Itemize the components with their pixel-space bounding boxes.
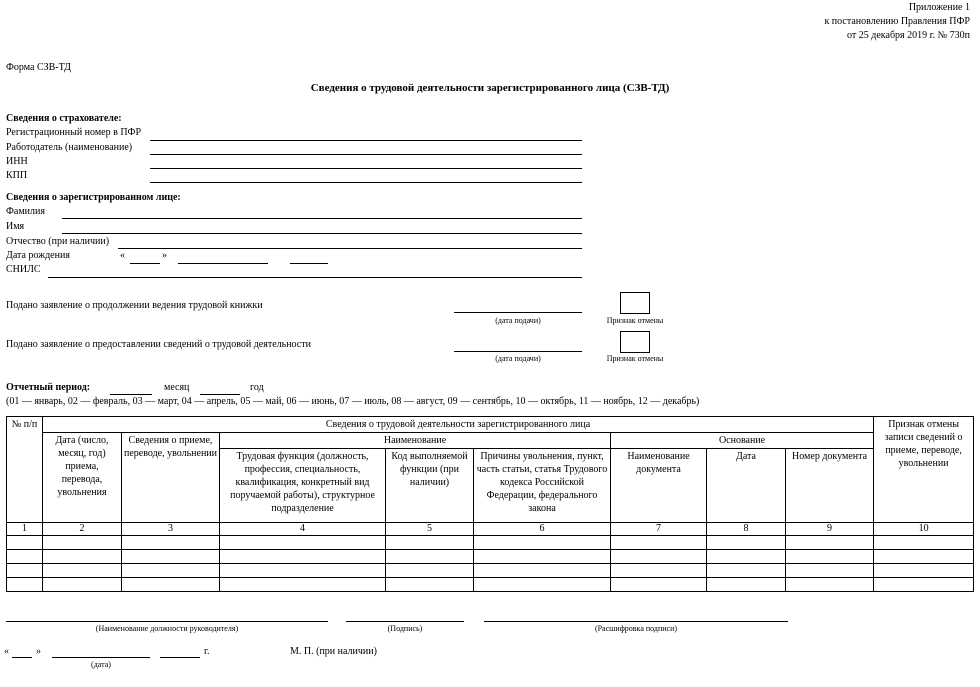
labor-activity-table [6,416,974,592]
continue-book-cancel-box[interactable] [620,292,650,314]
table-cell[interactable] [707,578,786,592]
header-doc-date: Дата [707,449,786,523]
footer-month-field[interactable] [52,657,150,658]
header-reason: Причины увольнения, пункт, часть статьи, статья Трудового кодекса Российской Федерации, федерального закона [474,449,611,523]
inn-field[interactable] [150,168,582,169]
snils-field[interactable] [48,277,582,278]
table-cell[interactable] [386,564,474,578]
footer-year-suffix: г. [204,646,210,657]
provide-info-cancel-box[interactable] [620,331,650,353]
period-year-label: год [250,382,264,393]
table-cell[interactable] [220,578,386,592]
column-number: 1 [7,523,43,536]
insurer-heading: Сведения о страхователе: [6,113,122,124]
table-cell[interactable] [43,564,122,578]
footer-day-field[interactable] [12,657,32,658]
column-number: 9 [786,523,874,536]
footer-date-caption: (дата) [91,660,111,669]
footer-quote-open: « [4,646,9,657]
table-cell[interactable] [786,578,874,592]
table-cell[interactable] [786,550,874,564]
table-cell[interactable] [220,550,386,564]
footer-year-field[interactable] [160,657,200,658]
employer-field[interactable] [150,154,582,155]
employer-label: Работодатель (наименование) [6,142,133,153]
period-label: Отчетный период: [6,382,91,393]
header-cancel: Признак отмены записи сведений о приеме, переводе, увольнении [874,417,974,523]
table-cell[interactable] [220,536,386,550]
table-cell[interactable] [611,550,707,564]
table-cell[interactable] [611,578,707,592]
table-cell[interactable] [874,536,974,550]
period-month-field[interactable] [110,394,152,395]
resolution-date-label: от 25 декабря 2019 г. № 730п [847,30,970,41]
kpp-field[interactable] [150,182,582,183]
column-number: 2 [43,523,122,536]
table-cell[interactable] [43,550,122,564]
header-event: Сведения о приеме, переводе, увольнении [122,433,220,523]
name-label: Имя [6,221,25,232]
birth-month-field[interactable] [178,263,268,264]
table-cell[interactable] [874,578,974,592]
header-date: Дата (число, месяц, год) приема, перевода, увольнения [43,433,122,523]
table-cell[interactable] [707,564,786,578]
continue-book-date-caption: (дата подачи) [495,316,541,325]
patronymic-field[interactable] [118,248,582,249]
form-name: Форма СЗВ-ТД [6,62,71,73]
column-number: 10 [874,523,974,536]
table-cell[interactable] [474,550,611,564]
table-cell[interactable] [474,564,611,578]
surname-field[interactable] [62,218,582,219]
footer-quote-close: » [36,646,41,657]
table-cell[interactable] [786,536,874,550]
birth-date-label: Дата рождения [6,250,70,261]
table-cell[interactable] [611,536,707,550]
birth-quote-close: » [162,250,167,261]
table-cell[interactable] [43,578,122,592]
header-doc-name: Наименование документа [611,449,707,523]
continue-book-label: Подано заявление о продолжении ведения трудовой книжки [6,300,263,311]
table-row[interactable] [7,550,974,564]
header-group-basis: Основание [611,433,874,449]
birth-quote-open: « [120,250,125,261]
inn-label: ИНН [6,156,28,167]
head-position-caption: (Наименование должности руководителя) [95,624,239,633]
header-doc-no: Номер документа [786,449,874,523]
table-cell[interactable] [43,536,122,550]
continue-book-date-field[interactable] [454,312,582,313]
signature-decoding-caption: (Расшифровка подписи) [594,624,678,633]
name-field[interactable] [62,233,582,234]
table-cell[interactable] [122,564,220,578]
patronymic-label: Отчество (при наличии) [6,236,110,247]
table-cell[interactable] [707,550,786,564]
period-legend: (01 — январь, 02 — февраль, 03 — март, 04 — апрель, 05 — май, 06 — июнь, 07 — июль, 08 — август, 09 — сентябрь, 10 — октябрь, 11 — ноябрь, 12 — декабрь) [6,396,700,407]
head-position-field[interactable] [6,621,328,622]
table-cell[interactable] [707,536,786,550]
table-cell[interactable] [386,536,474,550]
person-heading: Сведения о зарегистрированном лице: [6,192,181,203]
table-cell[interactable] [874,564,974,578]
header-group-name: Наименование [220,433,611,449]
reg-number-label: Регистрационный номер в ПФР [6,127,141,138]
table-cell[interactable] [611,564,707,578]
table-cell[interactable] [7,564,43,578]
table-row[interactable] [7,578,974,592]
column-number: 6 [474,523,611,536]
provide-info-date-field[interactable] [454,351,582,352]
table-cell[interactable] [474,578,611,592]
provide-info-date-caption: (дата подачи) [495,354,541,363]
column-number: 4 [220,523,386,536]
header-code: Код выполняемой функции (при наличии) [386,449,474,523]
provide-info-cancel-label: Признак отмены [606,354,664,363]
table-cell[interactable] [220,564,386,578]
signature-caption: (Подпись) [387,624,423,633]
table-cell[interactable] [122,550,220,564]
surname-label: Фамилия [6,206,45,217]
table-cell[interactable] [386,578,474,592]
table-row[interactable] [7,564,974,578]
table-cell[interactable] [7,578,43,592]
kpp-label: КПП [6,170,28,181]
continue-book-cancel-label: Признак отмены [606,316,664,325]
column-number: 5 [386,523,474,536]
header-function: Трудовая функция (должность, профессия, специальность, квалификация, конкретный вид поручаемой работы), структурное подразделение [220,449,386,523]
header-no: № п/п [7,417,43,523]
stamp-label: М. П. (при наличии) [290,646,377,657]
birth-year-field[interactable] [290,263,328,264]
table-cell[interactable] [7,550,43,564]
signature-field[interactable] [346,621,464,622]
column-number: 8 [707,523,786,536]
resolution-label: к постановлению Правления ПФР [824,16,970,27]
provide-info-label: Подано заявление о предоставлении сведений о трудовой деятельности [6,339,311,350]
header-group-info: Сведения о трудовой деятельности зарегистрированного лица [43,417,874,433]
table-cell[interactable] [386,550,474,564]
period-year-field[interactable] [200,394,240,395]
signature-decoding-field[interactable] [484,621,788,622]
snils-label: СНИЛС [6,264,41,275]
table-cell[interactable] [122,536,220,550]
table-cell[interactable] [874,550,974,564]
table-cell[interactable] [474,536,611,550]
column-number: 7 [611,523,707,536]
appendix-label: Приложение 1 [908,2,970,13]
table-row[interactable] [7,536,974,550]
reg-number-field[interactable] [150,140,582,141]
page-title: Сведения о трудовой деятельности зарегистрированного лица (СЗВ-ТД) [310,82,670,94]
table-cell[interactable] [786,564,874,578]
table-cell[interactable] [122,578,220,592]
period-month-label: месяц [164,382,190,393]
table-cell[interactable] [7,536,43,550]
birth-day-field[interactable] [130,263,160,264]
column-number: 3 [122,523,220,536]
